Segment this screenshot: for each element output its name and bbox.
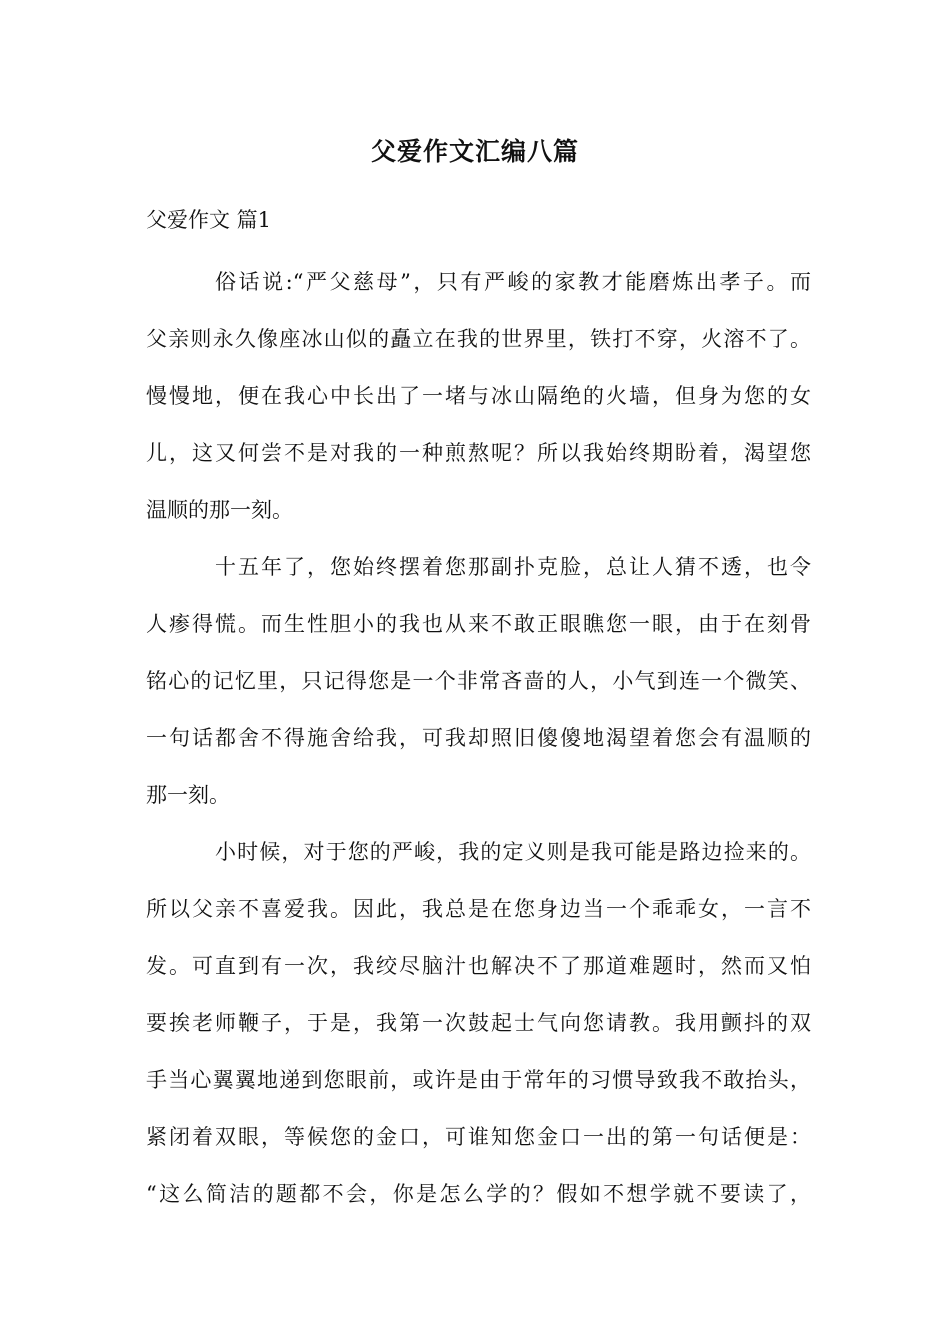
paragraph-line: 紧闭着双眼，等候您的金口，可谁知您金口一出的第一句话便是： (146, 1125, 811, 1149)
paragraph-line: 那一刻。 (146, 783, 230, 807)
paragraph-line: 小时候，对于您的严峻，我的定义则是我可能是路边捡来的。 (215, 840, 811, 864)
section-heading: 父爱作文 篇1 (146, 208, 272, 232)
paragraph-line: “这么简洁的题都不会，你是怎么学的？假如不想学就不要读了， (146, 1182, 811, 1206)
paragraph-line: 手当心翼翼地递到您眼前，或许是由于常年的习惯导致我不敢抬头， (146, 1068, 811, 1092)
paragraph-line: 儿，这又何尝不是对我的一种煎熬呢？所以我始终期盼着，渴望您 (146, 441, 811, 465)
document-title: 父爱作文汇编八篇 (370, 137, 579, 166)
paragraph-line: 慢慢地，便在我心中长出了一堵与冰山隔绝的火墙，但身为您的女 (146, 384, 811, 408)
paragraph-line: 铭心的记忆里，只记得您是一个非常吝啬的人，小气到连一个微笑、 (146, 669, 811, 693)
paragraph-line: 温顺的那一刻。 (146, 498, 293, 522)
paragraph-line: 一句话都舍不得施舍给我，可我却照旧傻傻地渴望着您会有温顺的 (146, 726, 811, 750)
paragraph-line: 父亲则永久像座冰山似的矗立在我的世界里，铁打不穿，火溶不了。 (146, 327, 811, 351)
paragraph-line: 十五年了，您始终摆着您那副扑克脸，总让人猜不透，也令 (215, 555, 811, 579)
paragraph-line: 要挨老师鞭子，于是，我第一次鼓起士气向您请教。我用颤抖的双 (146, 1011, 811, 1035)
paragraph-line: 所以父亲不喜爱我。因此，我总是在您身边当一个乖乖女，一言不 (146, 897, 811, 921)
paragraph-line: 发。可直到有一次，我绞尽脑汁也解决不了那道难题时，然而又怕 (146, 954, 811, 978)
paragraph-line: 俗话说:“严父慈母”，只有严峻的家教才能磨炼出孝子。而 (215, 270, 811, 294)
paragraph-line: 人瘆得慌。而生性胆小的我也从来不敢正眼瞧您一眼，由于在刻骨 (146, 612, 811, 636)
